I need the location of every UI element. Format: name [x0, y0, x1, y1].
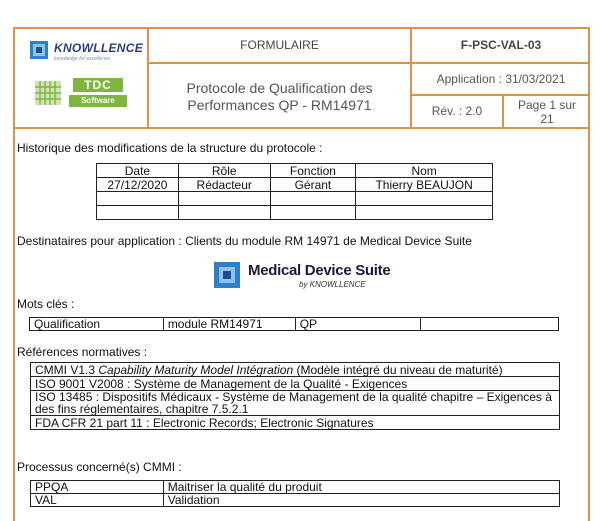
references-label: Références normatives :	[17, 345, 148, 359]
application-date: Application : 31/03/2021	[412, 64, 590, 96]
cmmi-description: Maitriser la qualité du produit	[163, 481, 559, 494]
keyword-cell: Qualification	[30, 318, 164, 331]
history-col-function: Fonction	[270, 164, 356, 178]
table-row	[97, 178, 493, 192]
cmmi-label: Processus concerné(s) CMMI :	[17, 460, 182, 474]
mds-cube-icon	[213, 261, 241, 289]
knowllence-wordmark: KNOWLLENCE	[54, 41, 143, 55]
knowllence-tagline: knowledge for excellence	[54, 56, 111, 62]
tdc-grid-icon	[35, 81, 61, 105]
reference-fda: FDA CFR 21 part 11 : Electronic Records; Electronic Signatures	[31, 416, 560, 430]
knowllence-logo	[27, 38, 147, 68]
history-function: Gérant	[270, 178, 356, 192]
reference-text: CMMI V1.3	[35, 362, 99, 377]
document-code: F-PSC-VAL-03	[412, 29, 590, 64]
tdc-software-logo	[35, 78, 145, 118]
history-date	[97, 206, 179, 220]
history-name	[356, 192, 493, 206]
history-function	[270, 206, 356, 220]
table-row	[97, 192, 493, 206]
table-row	[31, 363, 560, 377]
tdc-subtitle: Software	[69, 95, 127, 107]
logo-cell	[15, 29, 149, 129]
history-role: Rédacteur	[178, 178, 270, 192]
history-name	[356, 206, 493, 220]
page-number	[504, 96, 590, 129]
table-row	[31, 377, 560, 391]
page-line-2: 21	[540, 112, 554, 126]
document-header	[13, 27, 590, 129]
knowllence-cube-icon	[29, 40, 49, 60]
document-title	[149, 64, 412, 129]
table-row	[31, 416, 560, 430]
revision: Rév. : 2.0	[412, 96, 504, 129]
history-date	[97, 192, 179, 206]
table-row	[31, 391, 560, 416]
keywords-label: Mots clés :	[17, 297, 75, 311]
reference-cmmi	[31, 363, 560, 377]
keyword-cell	[421, 318, 559, 331]
references-table	[30, 362, 560, 430]
history-header-row	[97, 164, 493, 178]
history-date: 27/12/2020	[97, 178, 179, 192]
mds-wordmark: Medical Device Suite	[248, 262, 391, 279]
table-row	[30, 318, 559, 331]
mds-byline: by KNOWLLENCE	[299, 280, 366, 289]
title-line-1: Protocole de Qualification des	[186, 80, 373, 96]
page-line-1: Page 1 sur	[517, 98, 577, 112]
reference-text: (Modèle intégré du niveau de maturité)	[293, 362, 503, 377]
history-col-name: Nom	[356, 164, 493, 178]
reference-italic: Capability Maturity Model Intégration	[98, 362, 294, 377]
history-label: Historique des modifications de la structure du protocole :	[17, 141, 323, 155]
history-function	[270, 192, 356, 206]
table-row	[97, 206, 493, 220]
history-col-role: Rôle	[178, 164, 270, 178]
keyword-cell: module RM14971	[163, 318, 295, 331]
history-role	[178, 206, 270, 220]
table-row	[31, 481, 560, 494]
form-label: FORMULAIRE	[149, 29, 412, 64]
reference-iso13485: ISO 13485 : Dispositifs Médicaux - Système de Management de la qualité chapitre – Exigences à des fins réglementaires, chapitre 7.5.2.1	[31, 391, 560, 416]
history-role	[178, 192, 270, 206]
title-line-2: Performances QP - RM14971	[187, 97, 372, 113]
medical-device-suite-logo	[213, 259, 393, 295]
keyword-cell: QP	[295, 318, 421, 331]
keywords-table	[29, 317, 559, 331]
reference-iso9001: ISO 9001 V2008 : Système de Management de la Qualité - Exigences	[31, 377, 560, 391]
history-col-date: Date	[97, 164, 179, 178]
history-name: Thierry BEAUJON	[356, 178, 493, 192]
recipients-text: Destinataires pour application : Clients du module RM 14971 de Medical Device Suite	[17, 234, 472, 248]
history-table	[96, 163, 493, 220]
cmmi-code: PPQA	[31, 481, 164, 494]
cmmi-table	[30, 480, 560, 507]
tdc-wordmark: TDC	[73, 78, 123, 92]
cmmi-description: Validation	[163, 494, 559, 507]
table-row	[31, 494, 560, 507]
cmmi-code: VAL	[31, 494, 164, 507]
